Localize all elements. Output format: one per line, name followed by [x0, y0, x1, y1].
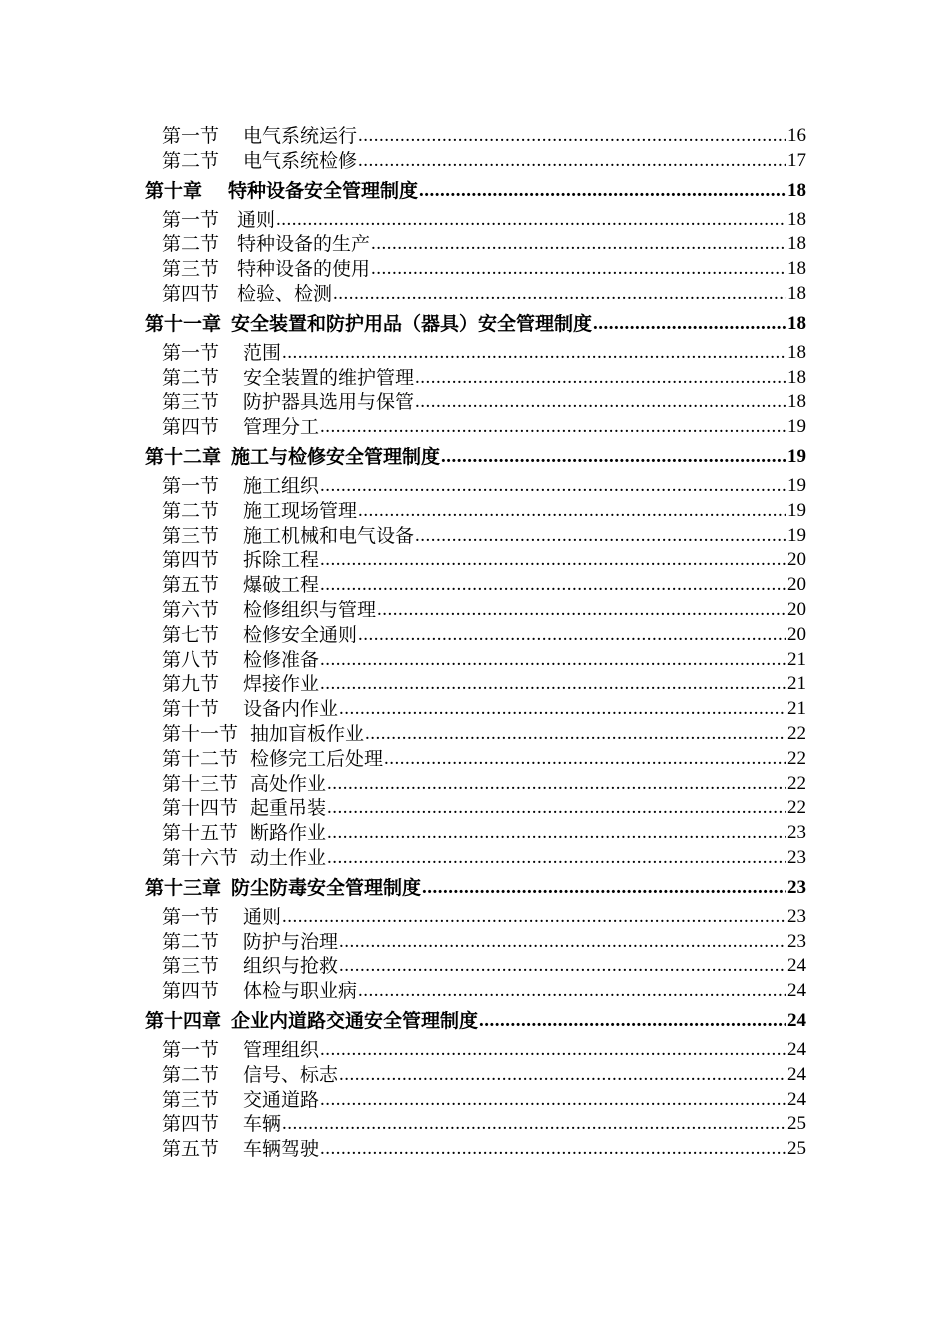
toc-section-entry[interactable]	[0, 979, 806, 1004]
dot-leader	[358, 124, 786, 149]
chapter-number: 第十二章	[145, 445, 222, 468]
chapter-title: 特种设备安全管理制度	[228, 179, 419, 202]
toc-section-entry[interactable]	[0, 772, 806, 797]
page-number: 23	[787, 876, 806, 898]
section-title: 施工组织	[243, 474, 320, 497]
table-of-contents	[0, 124, 950, 1162]
dot-leader	[377, 598, 786, 623]
dot-leader	[282, 341, 786, 366]
section-number: 第三节	[162, 258, 220, 281]
section-number: 第七节	[162, 623, 220, 646]
dot-leader	[384, 747, 786, 772]
page-number: 22	[787, 797, 806, 819]
dot-leader	[358, 149, 786, 174]
toc-section-entry[interactable]	[0, 149, 806, 174]
dot-leader	[371, 257, 786, 282]
dot-leader	[327, 796, 786, 821]
page-number: 24	[787, 1038, 806, 1060]
page-number: 22	[787, 772, 806, 794]
section-title: 检验、检测	[237, 282, 333, 305]
chapter-number: 第十三章	[145, 876, 222, 899]
dot-leader	[320, 648, 786, 673]
dot-leader	[327, 772, 786, 797]
section-title: 特种设备的生产	[237, 233, 371, 256]
section-number: 第二节	[162, 366, 220, 389]
section-title: 爆破工程	[243, 574, 320, 597]
section-title: 动土作业	[250, 846, 327, 869]
dot-leader	[339, 697, 786, 722]
toc-section-entry[interactable]	[0, 1063, 806, 1088]
dot-leader	[320, 548, 786, 573]
dot-leader	[415, 366, 786, 391]
section-title: 检修安全通则	[243, 623, 358, 646]
section-number: 第九节	[162, 673, 220, 696]
page-number: 21	[787, 698, 806, 720]
page-number: 24	[787, 955, 806, 977]
dot-leader	[282, 905, 786, 930]
toc-section-entry[interactable]	[0, 672, 806, 697]
toc-section-entry[interactable]	[0, 366, 806, 391]
page-number: 23	[787, 846, 806, 868]
dot-leader	[320, 1088, 786, 1113]
section-title: 管理分工	[243, 416, 320, 439]
page-number: 23	[787, 905, 806, 927]
dot-leader	[339, 954, 786, 979]
toc-section-entry[interactable]	[0, 1088, 806, 1113]
section-number: 第三节	[162, 391, 220, 414]
toc-section-entry[interactable]	[0, 697, 806, 722]
section-number: 第三节	[162, 955, 220, 978]
section-title: 管理组织	[243, 1038, 320, 1061]
section-number: 第八节	[162, 648, 220, 671]
page-number: 25	[787, 1113, 806, 1135]
section-title: 车辆驾驶	[243, 1138, 320, 1161]
section-title: 通则	[243, 905, 282, 928]
page-number: 19	[787, 524, 806, 546]
page-number: 17	[787, 149, 806, 171]
section-number: 第十六节	[162, 846, 239, 869]
dot-leader	[441, 440, 786, 474]
section-number: 第一节	[162, 341, 220, 364]
page-number: 20	[787, 623, 806, 645]
page-number: 18	[787, 179, 806, 201]
section-number: 第六节	[162, 598, 220, 621]
page-number: 22	[787, 747, 806, 769]
dot-leader	[422, 871, 786, 905]
toc-section-entry[interactable]	[0, 499, 806, 524]
dot-leader	[320, 1137, 786, 1162]
toc-section-entry[interactable]	[0, 282, 806, 307]
section-title: 断路作业	[250, 822, 327, 845]
dot-leader	[339, 1063, 786, 1088]
section-title: 检修完工后处理	[250, 747, 384, 770]
section-title: 信号、标志	[243, 1063, 339, 1086]
dot-leader	[327, 846, 786, 871]
section-number: 第四节	[162, 282, 220, 305]
page-number: 20	[787, 549, 806, 571]
toc-section-entry[interactable]	[0, 573, 806, 598]
toc-section-entry[interactable]	[0, 232, 806, 257]
section-title: 组织与抢救	[243, 955, 339, 978]
section-title: 施工机械和电气设备	[243, 524, 415, 547]
page-number: 19	[787, 474, 806, 496]
page-number: 18	[787, 208, 806, 230]
dot-leader	[365, 722, 786, 747]
toc-chapter-entry[interactable]	[0, 440, 806, 474]
dot-leader	[593, 307, 786, 341]
dot-leader	[282, 1112, 786, 1137]
section-title: 高处作业	[250, 772, 327, 795]
section-title: 施工现场管理	[243, 499, 358, 522]
section-title: 电气系统检修	[243, 149, 358, 172]
toc-section-entry[interactable]	[0, 905, 806, 930]
page-number: 21	[787, 673, 806, 695]
section-title: 拆除工程	[243, 549, 320, 572]
section-number: 第一节	[162, 125, 220, 147]
dot-leader	[333, 282, 786, 307]
page-number: 18	[787, 312, 806, 334]
page-number: 21	[787, 648, 806, 670]
dot-leader	[320, 1038, 786, 1063]
section-number: 第五节	[162, 1138, 220, 1161]
page-number: 16	[787, 125, 806, 146]
page-number: 24	[787, 1088, 806, 1110]
section-title: 特种设备的使用	[237, 258, 371, 281]
page-number: 22	[787, 722, 806, 744]
section-number: 第四节	[162, 549, 220, 572]
page-number: 18	[787, 282, 806, 304]
section-number: 第五节	[162, 574, 220, 597]
section-number: 第一节	[162, 905, 220, 928]
dot-leader	[371, 232, 786, 257]
section-number: 第一节	[162, 474, 220, 497]
section-title: 焊接作业	[243, 673, 320, 696]
section-number: 第二节	[162, 930, 220, 953]
section-title: 防护与治理	[243, 930, 339, 953]
page-number: 23	[787, 930, 806, 952]
chapter-number: 第十章	[145, 179, 203, 202]
dot-leader	[358, 623, 786, 648]
toc-section-entry[interactable]	[0, 524, 806, 549]
toc-section-entry[interactable]	[0, 648, 806, 673]
toc-section-entry[interactable]	[0, 598, 806, 623]
toc-chapter-entry[interactable]	[0, 1004, 806, 1038]
page-number: 20	[787, 574, 806, 596]
page-number: 23	[787, 822, 806, 844]
page-number: 18	[787, 233, 806, 255]
page-number: 24	[787, 1009, 806, 1031]
dot-leader	[320, 573, 786, 598]
section-number: 第三节	[162, 1088, 220, 1111]
chapter-title: 企业内道路交通安全管理制度	[231, 1009, 479, 1032]
toc-section-entry[interactable]	[0, 796, 806, 821]
toc-section-entry[interactable]	[0, 390, 806, 415]
section-number: 第二节	[162, 499, 220, 522]
section-number: 第十节	[162, 698, 220, 721]
toc-section-entry[interactable]	[0, 548, 806, 573]
section-number: 第四节	[162, 416, 220, 439]
page-number: 18	[787, 366, 806, 388]
toc-chapter-entry[interactable]	[0, 307, 806, 341]
toc-chapter-entry[interactable]	[0, 174, 806, 208]
dot-leader	[276, 208, 786, 233]
toc-section-entry[interactable]	[0, 1137, 806, 1162]
toc-section-entry[interactable]	[0, 821, 806, 846]
section-title: 电气系统运行	[243, 125, 358, 147]
toc-chapter-entry[interactable]	[0, 871, 806, 905]
dot-leader	[415, 524, 786, 549]
page-number: 25	[787, 1138, 806, 1160]
dot-leader	[320, 415, 786, 440]
toc-section-entry[interactable]	[0, 1112, 806, 1137]
page-number: 19	[787, 499, 806, 521]
dot-leader	[320, 672, 786, 697]
section-title: 起重吊装	[250, 797, 327, 820]
page-number: 19	[787, 445, 806, 467]
section-title: 检修组织与管理	[243, 598, 377, 621]
section-number: 第十五节	[162, 822, 239, 845]
dot-leader	[419, 174, 786, 208]
dot-leader	[415, 390, 786, 415]
toc-section-entry[interactable]	[0, 722, 806, 747]
section-title: 抽加盲板作业	[250, 722, 365, 745]
section-number: 第四节	[162, 980, 220, 1003]
toc-section-entry[interactable]	[0, 1038, 806, 1063]
toc-section-entry[interactable]	[0, 474, 806, 499]
section-number: 第十三节	[162, 772, 239, 795]
section-number: 第十四节	[162, 797, 239, 820]
section-number: 第三节	[162, 524, 220, 547]
section-number: 第十二节	[162, 747, 239, 770]
page-number: 24	[787, 980, 806, 1002]
chapter-number: 第十四章	[145, 1009, 222, 1032]
toc-section-entry[interactable]	[0, 623, 806, 648]
dot-leader	[479, 1004, 786, 1038]
section-title: 交通道路	[243, 1088, 320, 1111]
dot-leader	[358, 499, 786, 524]
toc-section-entry[interactable]	[0, 930, 806, 955]
chapter-title: 安全装置和防护用品（器具）安全管理制度	[231, 312, 593, 335]
toc-section-entry[interactable]	[0, 954, 806, 979]
section-title: 范围	[243, 341, 282, 364]
page-number: 18	[787, 258, 806, 280]
page-number: 18	[787, 341, 806, 363]
section-title: 检修准备	[243, 648, 320, 671]
section-title: 通则	[237, 208, 276, 231]
section-number: 第二节	[162, 233, 220, 256]
section-title: 体检与职业病	[243, 980, 358, 1003]
page-number: 18	[787, 391, 806, 413]
chapter-title: 防尘防毒安全管理制度	[231, 876, 422, 899]
section-title: 车辆	[243, 1113, 282, 1136]
toc-section-entry[interactable]	[0, 747, 806, 772]
dot-leader	[327, 821, 786, 846]
section-number: 第四节	[162, 1113, 220, 1136]
toc-section-entry[interactable]	[0, 846, 806, 871]
section-number: 第二节	[162, 149, 220, 172]
toc-section-entry[interactable]	[0, 208, 806, 233]
toc-section-entry[interactable]	[0, 341, 806, 366]
dot-leader	[339, 930, 786, 955]
page-number: 19	[787, 416, 806, 438]
page-number: 20	[787, 598, 806, 620]
toc-section-entry[interactable]	[0, 415, 806, 440]
chapter-number: 第十一章	[145, 312, 222, 335]
chapter-title: 施工与检修安全管理制度	[231, 445, 441, 468]
dot-leader	[320, 474, 786, 499]
section-title: 防护器具选用与保管	[243, 391, 415, 414]
section-title: 安全装置的维护管理	[243, 366, 415, 389]
page-number: 24	[787, 1063, 806, 1085]
section-title: 设备内作业	[243, 698, 339, 721]
section-number: 第一节	[162, 1038, 220, 1061]
toc-section-entry[interactable]	[0, 124, 806, 149]
toc-section-entry[interactable]	[0, 257, 806, 282]
section-number: 第一节	[162, 208, 220, 231]
section-number: 第十一节	[162, 722, 239, 745]
section-number: 第二节	[162, 1063, 220, 1086]
dot-leader	[358, 979, 786, 1004]
